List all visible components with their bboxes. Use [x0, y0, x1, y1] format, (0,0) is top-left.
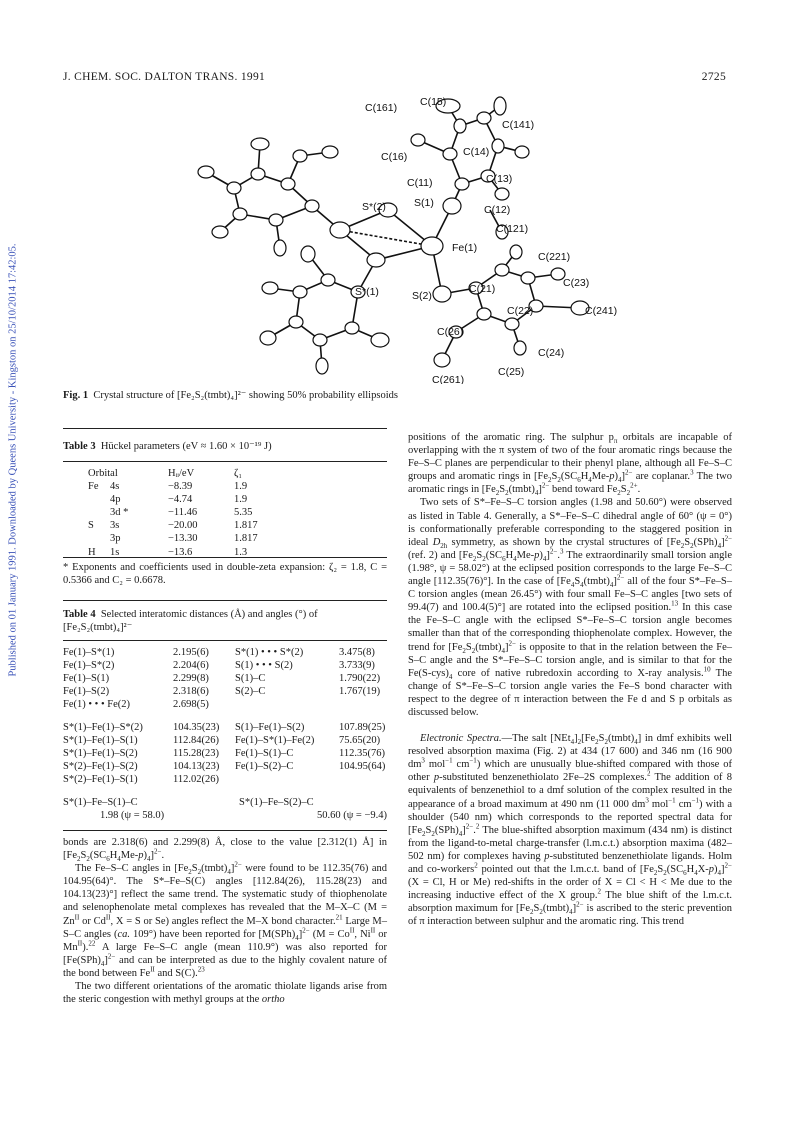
atom-label: C(141): [502, 119, 535, 131]
torsion-right-value: 50.60 (ψ = −9.4): [316, 810, 387, 821]
atom-label: Fe(1): [452, 242, 478, 254]
running-header-journal: J. CHEM. SOC. DALTON TRANS. 1991: [63, 71, 266, 83]
table-row: 3d * −11.46 5.35: [110, 507, 253, 519]
table3-top-rule: [63, 428, 387, 429]
table-row: S 3s −20.00 1.817: [88, 520, 258, 532]
table-row: Fe 4s −8.39 1.9: [88, 481, 248, 493]
table4-angles: [63, 721, 387, 786]
atom-label: C(121): [496, 223, 529, 235]
atom-label: C(25): [498, 366, 525, 378]
crystal-structure-figure: [150, 92, 650, 384]
table-header: Orbital: [88, 468, 118, 479]
running-header-year: 1991: [240, 71, 266, 83]
atom-label: S(2): [412, 290, 432, 302]
figure-caption-label: Fig. 1: [63, 390, 89, 401]
atom-label: S*(2): [362, 201, 386, 213]
table4-distances: [63, 646, 387, 711]
table-row: Fe(1)–S*(1) 2.195(6) S*(1) • • • S*(2) 3.475(8): [63, 647, 375, 658]
table-row: S*(2)–Fe(1)–S(1) 112.02(26): [63, 774, 219, 786]
torsion-left-label: S*(1)–Fe–S(1)–C: [63, 797, 138, 808]
table-row: 4p −4.74 1.9: [110, 494, 248, 506]
table-row: Fe(1)–S*(2) 2.204(6) S(1) • • • S(2) 3.733(9): [63, 660, 375, 672]
table3-footnote: * Exponents and coefficients used in double-zeta expansion: ζ₂ = 1.8, C = 0.5366 and C₂ = 0.6678.: [63, 562, 387, 587]
torsion-right-label: S*(1)–Fe–S(2)–C: [239, 797, 314, 808]
body-text-right: positions of the aromatic ring. The sulphur $p_\pi$ orbitals are incapable of overlapping with the π system of two of the four aromatic rings because the Fe–S–C planes are perpendicular to their phenyl plane, although all Fe–S–C groups and aromatic rings in $[Fe_2S_2(SC_6H_4Me-p)_4]^{2-}$ are coplanar.$^3$ The two aromatic rings in $[Fe_2S_2(tmbt)_4]^{2-}$ bend toward $Fe_2S_2^{2+}$. Two sets of S*–Fe–S–C torsion angles (1.98 and 50.60°) were observed as listed in Table 4. Generally, a S*–Fe–S–C dihedral angle of 60° (ψ = 0°) is conformationally preferable corresponding to the staggered position in ideal $D_{2h}$ symmetry, as shown by the crystal structures of $[Fe_2S_2(SPh)_4]^{2-}$ (ref. 2) and $[Fe_2S_2(SC_6H_4Me-p)_4]^{2-}.^3$ The extraordinarily small torsion angle (1.98°, ψ = 58.02°) at the eclipsed position corresponds to the large Fe–S–C angle [112.35(76)°]. In the case of $[Fe_4S_4(tmbt)_4]^{2-}$ all of the four S*–Fe–S–C torsion angles (mean 26.45°) with four small Fe–S–C angles [two sets of 99.4(7) and 100.4(5)°] are rotated into the eclipsed position.$^{13}$ In this case the Fe–S–C angle with the eclipsed S*–Fe–S–C torsion angle becomes smaller than that of the corresponding thiophenolate complex. However, the trend for $[Fe_2S_2(tmbt)_4]^{2-}$ is opposite to that in the relation between the Fe–S–C angle and the S*–Fe–S–C torsion angle, and is similar to that for the $Fe(S-cys)_4$ core of native rubredoxin according to X-ray analysis.$^{10}$ The change of S*–Fe–S–C torsion angle varies the Fe–S bond character with respect to the degree of π interaction between the Fe d and S p orbitals as discussed below. Electronic Spectra.—The salt $[NEt_4]_2[Fe_2S_2(tmbt)_4]$ in dmf exhibits well resolved absorption maxima (Fig. 2) at 434 (17 600) and 346 nm (16 900 $dm^3$ mol$^{-1}$ $cm^{-1}$) which are unusually blue-shifted compared with those of other p-substituted benzenethiolato 2Fe–2S complexes.$^2$ The addition of 8 equivalents of benzenethiol to a dmf solution of the complex resulted in the appearance of a broad maximum at 490 nm (11 000 $dm^3$ mol$^{-1}$ $cm^{-1}$) with a shoulder (540 nm) which corresponds to the reported spectral data for $[Fe_2S_2(SPh)_4]^{2-}.^2$ The blue-shifted absorption maximum (434 nm) is distinct from the ligand-to-metal charge-transfer (l.m.c.t.) absorption maxima (482–502 nm) for complexes having p-substituted benzenethiolate ligands. Holm and co-workers$^2$ pointed out that the l.m.c.t. band of $[Fe_2S_2(SC_6H_4X-p)_4]^{2-}$ (X = Cl, H or Me) red-shifts in the order of X = Cl < H < Me due to the increasing inductive effect of the X group.$^2$ The blue shift of the l.m.c.t. absorption maximum for $[Fe_2S_2(tmbt)_4]^{2-}$ is ascribed to the steric prevention of π interaction between sulphur and the aromatic ring. This trend: [408, 432, 733, 928]
atom-label: C(11): [407, 177, 433, 189]
atom-label: C(261): [432, 374, 465, 384]
table-row: Fe(1) • • • Fe(2) 2.698(5): [63, 699, 209, 711]
body-text-left: bonds are 2.318(6) and 2.299(8) Å, close to the value [2.312(1) Å] in $[Fe_2S_2(SC_6H_4Me-p)_4]^{2-}$. The Fe–S–C angles in $[Fe_2S_2(tmbt)_4]^{2-}$ were found to be 112.35(76) and 104.95(64)°. The S*–Fe–S(C) angles [112.84(26), 115.28(23) and 104.13(23)°] reflect the same trend. The systematic study of thiophenolate and selenophenolate metal complexes has revealed that the M–X–C ($M = Zn^{II}$ or $Cd^{II}$, X = S or Se) angles reflect the M–X bond character.$^{21}$ Large M–S–C angles (ca. 109°) have been reported for $[M(SPh)_4]^{2-}$ ($M = Co^{II}$, $Ni^{II}$ or $Mn^{II}).^{22}$ A large Fe–S–C angle (mean 110.9°) was also reported for $[Fe(SPh)_4]^{2-}$ and can be interpreted as due to the highly covalent nature of the bond between $Fe^{II}$ and S(C).$^{23}$ The two different orientations of the aromatic thiolate ligands arise from the steric congestion with methyl groups at the ortho: [63, 837, 388, 1006]
atom-label: C(23): [563, 277, 590, 289]
atom-label: C(12): [484, 204, 511, 216]
table3-rule: [63, 461, 387, 462]
table-header: ζ₁: [234, 468, 243, 479]
figure-caption: [63, 389, 763, 401]
table3-bottom-rule: [63, 557, 387, 558]
atom-label: C(13): [486, 173, 513, 185]
table-row: S*(1)–Fe(1)–S(2) 115.28(23) Fe(1)–S(1)–C 112.35(76): [63, 748, 385, 760]
table-row: Fe(1)–S(1) 2.299(8) S(1)–C 1.790(22): [63, 673, 381, 685]
table-row: S*(1)–Fe(1)–S*(2) 104.35(23) S(1)–Fe(1)–S(2) 107.89(25): [63, 722, 386, 733]
table3-title: Table 3 Hückel parameters (eV ≈ 1.60 × 10⁻¹⁹ J): [63, 441, 272, 452]
atom-label: C(241): [585, 305, 618, 317]
atom-label: C(221): [538, 251, 571, 263]
atom-label: C(21): [469, 283, 496, 295]
table-header: Hᵢᵢ/eV: [168, 468, 195, 479]
atom-label: C(24): [538, 347, 565, 359]
download-note: Published on 01 January 1991. Downloaded by Queens University - Kingston on 25/10/2014 17:42:05.: [7, 243, 19, 677]
page-number: 2725: [701, 71, 726, 83]
table-row: Fe(1)–S(2) 2.318(6) S(2)–C 1.767(19): [63, 686, 381, 698]
table3: [88, 467, 328, 559]
atom-label: C(26): [437, 326, 464, 338]
table4-title: Table 4 Selected interatomic distances (Å) and angles (°) of [Fe₂S₂(tmbt)₄]²⁻: [63, 609, 318, 634]
atom-label: S*(1): [355, 286, 379, 298]
atom-label: C(16): [381, 151, 408, 163]
figure-caption-text: Crystal structure of [Fe₂S₂(tmbt)₄]²⁻ showing 50% probability ellipsoids: [93, 390, 398, 401]
table-row: S*(1)–Fe(1)–S(1) 112.84(26) Fe(1)–S*(1)–Fe(2) 75.65(20): [63, 735, 381, 747]
table-row: S*(2)–Fe(1)–S(2) 104.13(23) Fe(1)–S(2)–C 104.95(64): [63, 761, 386, 773]
table-row: 3p −13.30 1.817: [110, 533, 258, 545]
atom-label: S(1): [414, 197, 434, 209]
table-row: H 1s −13.6 1.3: [88, 546, 248, 558]
table4-bottom-rule: [63, 830, 387, 831]
table-header-row: [88, 467, 328, 480]
atom-label: C(15): [420, 96, 447, 108]
atom-label: C(161): [365, 102, 398, 114]
table4-rule: [63, 640, 387, 641]
table4-top-rule: [63, 600, 387, 601]
atom-label: C(22): [507, 305, 534, 317]
atom-label: C(14): [463, 146, 490, 158]
torsion-left-value: 1.98 (ψ = 58.0): [100, 810, 165, 821]
